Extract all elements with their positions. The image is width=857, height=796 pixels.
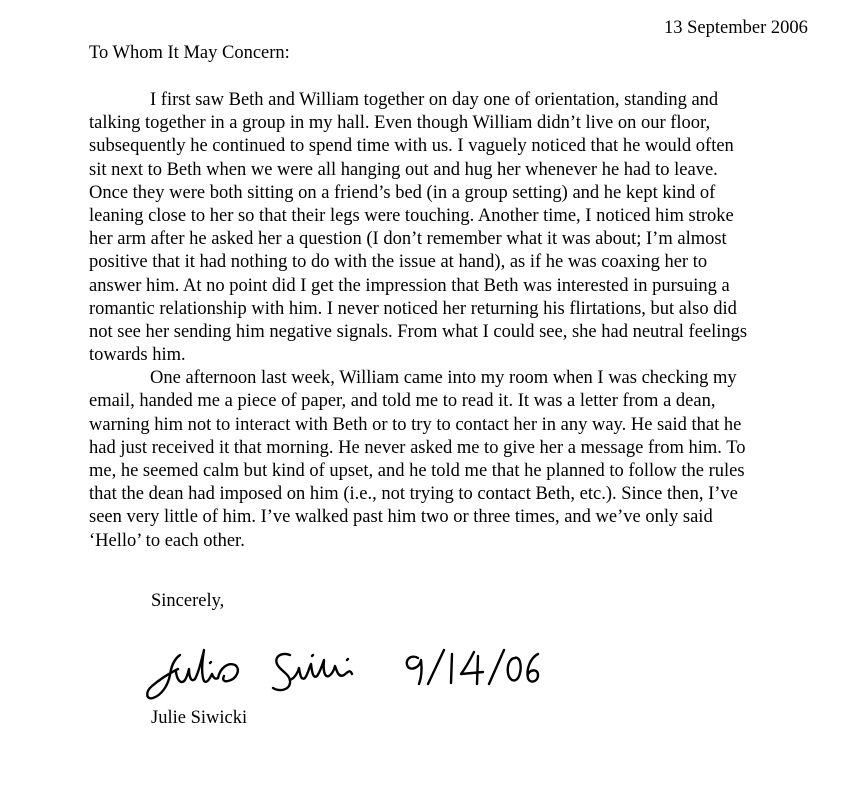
signature-drawing [140, 638, 540, 708]
signature-stroke-s [273, 654, 290, 690]
signature-date-slash-2 [489, 650, 504, 684]
signature-dot-3 [347, 659, 348, 660]
paragraph-2-line: had just received it that morning. He never asked me to give her a message from him. To [89, 437, 746, 458]
paragraph-1-line: talking together in a group in my hall. Even though William didn’t live on our floor, [89, 113, 711, 134]
paragraph-1-line: towards him. [89, 345, 186, 366]
signature-date-9 [407, 657, 422, 684]
paragraph-1-line: leaning close to her so that their legs were touching. Another time, I noticed him stroke [89, 205, 734, 226]
paragraph-1-line: her arm after he asked her a question (I don’t remember what it was about; I’m almost [89, 229, 727, 250]
paragraph-1-line: subsequently he continued to spend time with us. I vaguely noticed that he would often [89, 136, 734, 157]
signature-dot-2 [312, 655, 313, 656]
paragraph-1-line: I first saw Beth and William together on day one of orientation, standing and [150, 90, 719, 110]
paragraph-2-line: email, handed me a piece of paper, and told me to read it. It was a letter from a dean, [89, 391, 716, 412]
paragraph-2-line: warning him not to interact with Beth or to try to contact her in any way. He said that he [89, 414, 742, 435]
paragraph-1-line: not see her sending him negative signals. From what I could see, she had neutral feelings [89, 321, 748, 342]
paragraph-2-line: seen very little of him. I’ve walked past him two or three times, and we’ve only said [89, 507, 713, 528]
paragraph-2-line: that the dean had imposed on him (i.e., not trying to contact Beth, etc.). Since then, I’ve [89, 484, 738, 505]
paragraph-1-line: answer him. At no point did I get the impression that Beth was interested in pursuing a [89, 275, 730, 296]
paragraph-1-line: romantic relationship with him. I never noticed her returning his flirtations, but also did [89, 298, 737, 319]
printed-name: Julie Siwicki [151, 708, 248, 728]
signature-stroke-j [147, 655, 180, 698]
signature-date-4 [461, 652, 483, 684]
signature-date-6 [527, 654, 538, 682]
paragraph-2-line: ‘Hello’ to each other. [89, 530, 245, 551]
signature-stroke-iwicki [290, 660, 352, 680]
paragraph-2-line: me, he seemed calm but kind of upset, and he told me that he planned to follow the rules [89, 461, 745, 481]
salutation: To Whom It May Concern: [89, 43, 290, 63]
letter-date: 13 September 2006 [664, 18, 808, 38]
signature-stroke-ulie [176, 650, 218, 682]
signature-date-1 [451, 654, 452, 683]
signature-stroke-e [218, 664, 238, 681]
paragraph-2-line: One afternoon last week, William came into my room when I was checking my [150, 368, 737, 389]
signature-date-0 [508, 658, 521, 681]
signature-dot-1 [210, 662, 211, 663]
paragraph-1-line: positive that it had nothing to do with the issue at hand), as if he was coaxing her to [89, 252, 708, 273]
handwritten-signature [140, 638, 540, 708]
letter-body [89, 89, 829, 553]
paragraph-1-line: Once they were both sitting on a friend’s bed (in a group setting) and he kept kind of [89, 182, 716, 203]
closing: Sincerely, [151, 591, 225, 611]
paragraph-1-line: sit next to Beth when we were all hanging out and hug her whenever he had to leave. [89, 159, 718, 180]
signature-date-slash-1 [428, 650, 444, 684]
